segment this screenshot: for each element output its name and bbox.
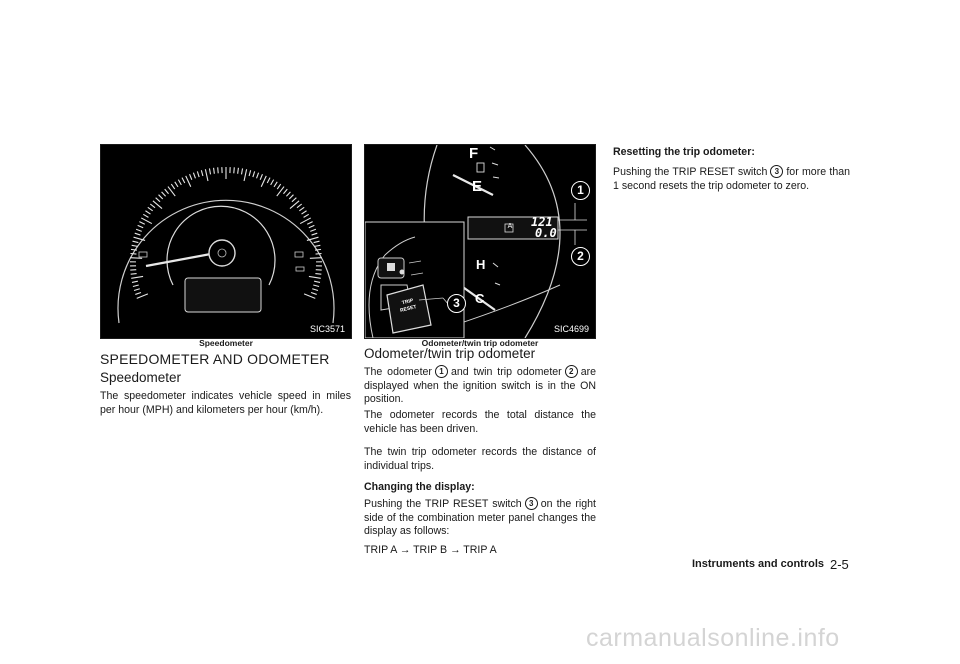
callout-3-ref: 3 [525,497,538,510]
odometer-caption: Odometer/twin trip odometer [421,338,539,348]
odometer-paragraph-1: The odometer 1 and twin trip odometer 2 are displayed when the ignition switch is in the ON position. [364,366,596,406]
trip-reset-switch-label-2: RESET [399,304,418,314]
odometer-paragraph-3: The twin trip odometer records the distance of individual trips. [364,446,596,472]
odometer-paragraph-2: The odometer records the total distance the vehicle has been driven. [364,409,596,435]
figure-code: SIC3571 [309,324,345,334]
callout-3: 3 [447,294,466,313]
resetting-paragraph: Pushing the TRIP RESET switch 3 for more than 1 second resets the trip odometer to zero. [613,166,850,192]
temp-hot-label: H [476,257,486,272]
callout-2: 2 [571,247,590,266]
speedometer-caption: Speedometer [199,338,253,348]
lcd-odometer-value: 121 [531,215,553,229]
fuel-empty-label: E [472,178,483,195]
fuel-full-label: F [469,145,479,162]
callout-2-ref: 2 [565,365,578,378]
speedometer-subheading: Speedometer [100,370,182,385]
trip-sequence: TRIP A → TRIP B → TRIP A [364,544,497,556]
section-heading: SPEEDOMETER AND ODOMETER [100,351,330,367]
lcd-mode-indicator: A [507,223,513,230]
footer-section-title: Instruments and controls [692,558,825,570]
callout-1-ref: 1 [435,365,448,378]
resetting-heading: Resetting the trip odometer: [613,146,755,158]
odometer-figure [364,144,596,339]
odometer-subheading: Odometer/twin trip odometer [364,346,536,361]
figure-code: SIC4699 [553,324,589,334]
watermark: carmanualsonline.info [586,624,840,652]
speedometer-figure [100,144,352,339]
lcd-trip-value: 0.0 [535,226,557,240]
callout-1: 1 [571,181,590,200]
speedometer-illustration [101,145,351,338]
trip-reset-switch-label-1: TRIP [401,297,414,307]
temp-cold-label: C [475,291,485,306]
speedometer-body: The speedometer indicates vehicle speed in miles per hour (MPH) and kilometers per hour (km/h). [100,390,351,416]
changing-display-heading: Changing the display: [364,481,475,493]
changing-display-paragraph: Pushing the TRIP RESET switch 3 on the right side of the combination meter panel changes the display as follows: [364,498,596,538]
callout-3-ref: 3 [770,165,783,178]
page-number: 2-5 [830,557,849,572]
